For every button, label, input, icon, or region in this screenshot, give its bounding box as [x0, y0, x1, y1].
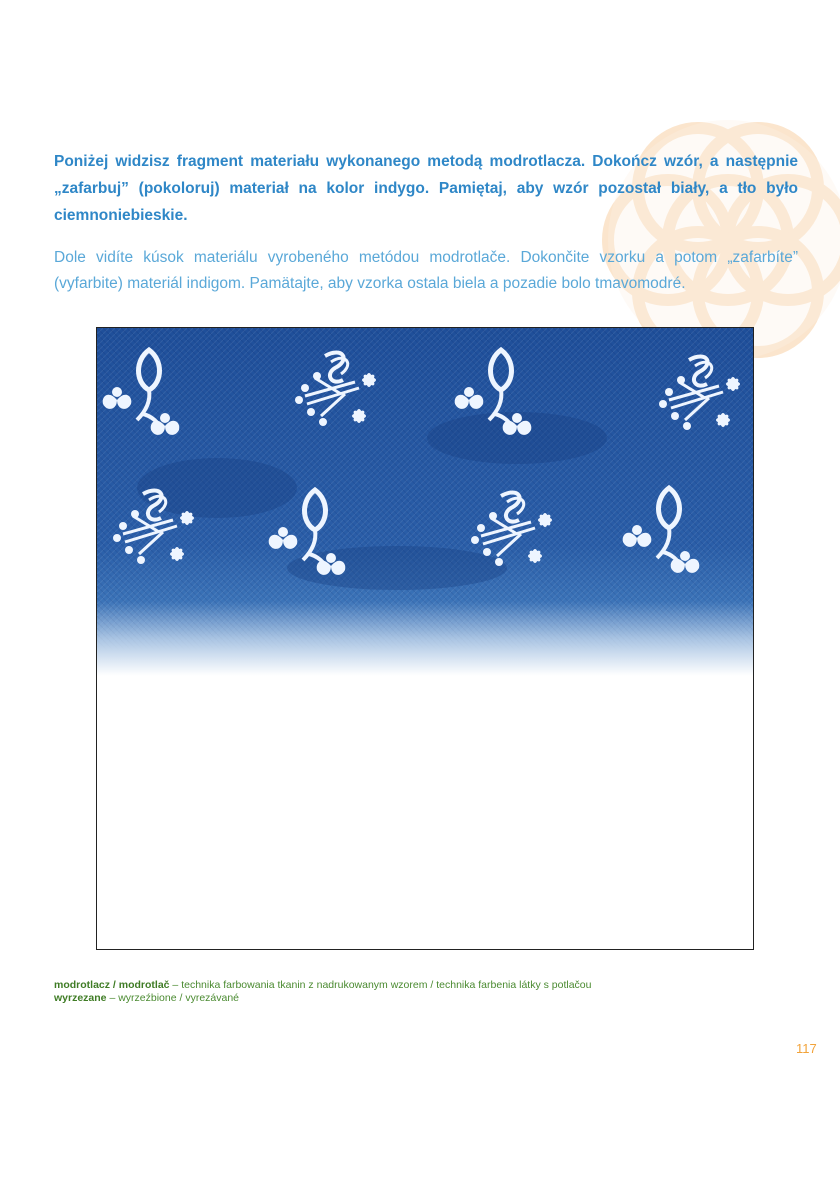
instruction-polish: Poniżej widzisz fragment materiału wykonanego metodą modrotlacza. Dokończ wzór, a następnie „zafarbuj” (pokoloruj) materiał na kolor indygo. Pamiętaj, aby wzór pozostał biały, a tło było ciemnoniebieskie.: [54, 153, 798, 224]
glossary-definition: – technika farbowania tkanin z nadrukowanym wzorem / technika farbenia látky s potlačou: [169, 979, 592, 991]
glossary-term: wyrzezane: [54, 991, 107, 1004]
glossary-entry: [54, 979, 794, 992]
instruction-slovak: Dole vidíte kúsok materiálu vyrobeného metódou modrotlače. Dokončite vzorku a potom „zafarbíte” (vyfarbite) materiál indigom. Pamätajte, aby vzorka ostala biela a pozadie bolo tmavomodré.: [54, 249, 798, 292]
glossary-term: modrotlacz / modrotlač: [54, 979, 170, 991]
page-number: 117: [796, 1041, 817, 1056]
glossary: [54, 979, 794, 1004]
fabric-texture: [97, 328, 753, 949]
indigo-fabric-illustration: [97, 328, 753, 949]
coloring-frame[interactable]: [96, 327, 754, 950]
glossary-definition: – wyrzeźbione / vyrezávané: [106, 991, 240, 1004]
glossary-entry: [54, 992, 794, 1005]
